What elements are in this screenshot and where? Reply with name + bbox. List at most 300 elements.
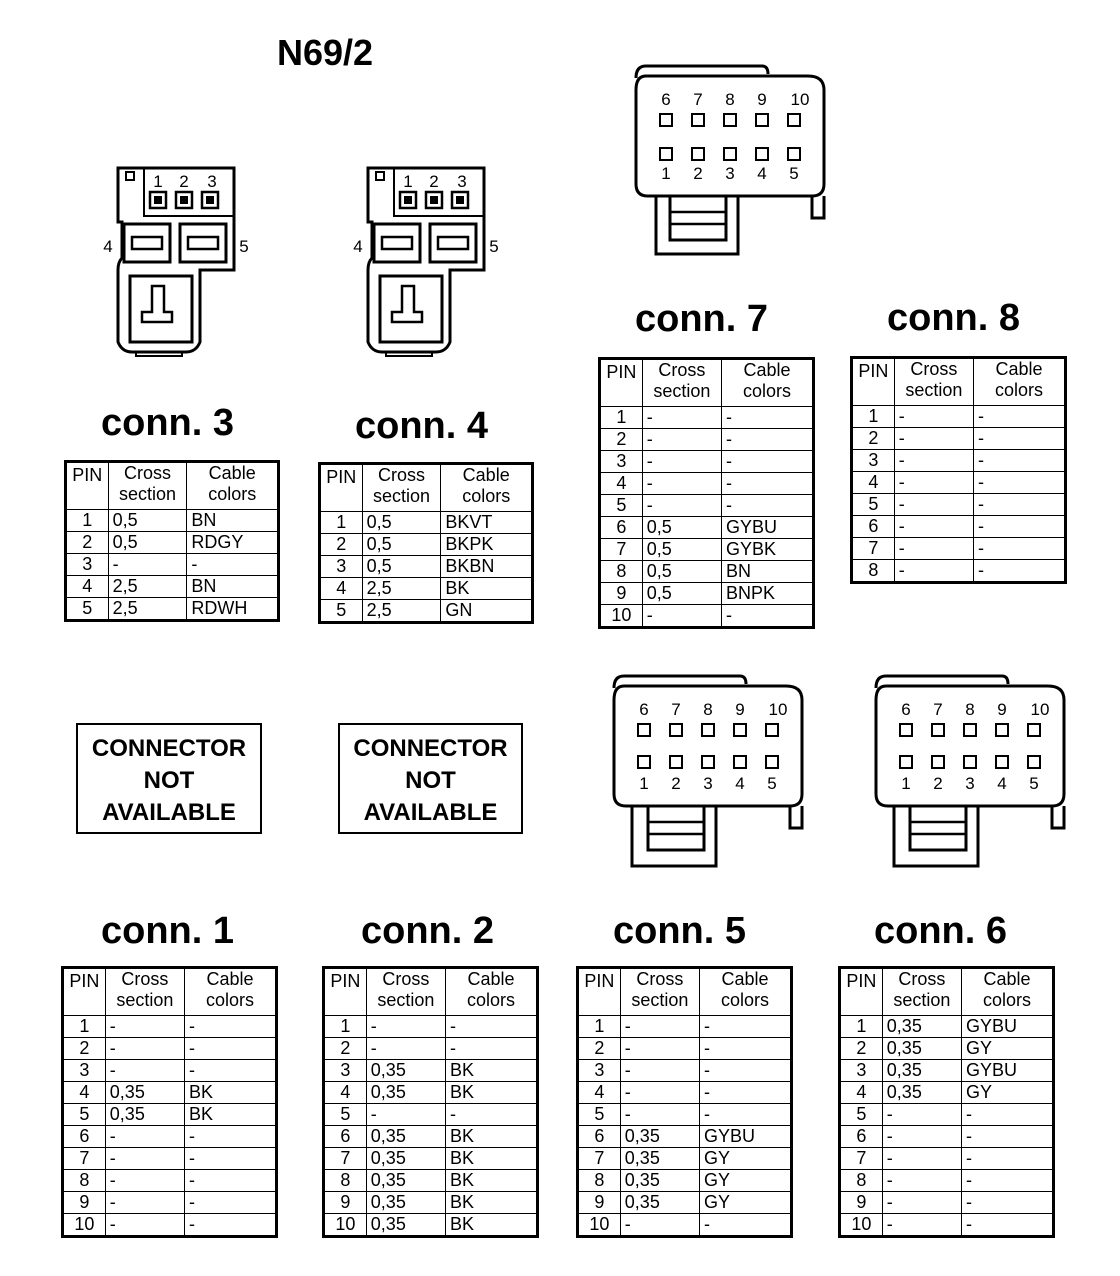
cross-section-value: 0,5: [108, 532, 187, 554]
header-line: Cross: [898, 969, 946, 989]
header-cross-section: [894, 358, 973, 406]
pin-number: 6: [600, 517, 643, 539]
cable-color-value: -: [973, 560, 1065, 583]
cable-color-value: -: [721, 429, 813, 451]
pin-number: 5: [324, 1104, 367, 1126]
pin-number: 1: [66, 510, 109, 532]
pin-label: 8: [725, 90, 735, 109]
header-line: section: [653, 381, 711, 401]
pin-label: 3: [207, 172, 217, 191]
cable-color-value: -: [184, 1016, 276, 1038]
cable-color-value: -: [184, 1170, 276, 1192]
pin-number: 4: [578, 1082, 621, 1104]
table-header-row: [600, 359, 814, 407]
pin-label: 2: [179, 172, 189, 191]
cable-color-value: -: [973, 538, 1065, 560]
header-line: colors: [982, 990, 1031, 1010]
cross-section-value: 0,5: [642, 539, 721, 561]
conn-5-pin-table: [576, 966, 793, 1238]
cable-color-value: GYBU: [721, 517, 813, 539]
pin-label: 2: [933, 774, 943, 793]
cross-section-value: -: [882, 1104, 961, 1126]
header-line: section: [377, 990, 435, 1010]
pin-label: 3: [703, 774, 713, 793]
table-header-row: [578, 968, 792, 1016]
header-cable-colors: [441, 464, 533, 512]
cable-color-value: -: [184, 1060, 276, 1082]
pin-label: 7: [693, 90, 703, 109]
cross-section-value: -: [642, 473, 721, 495]
cross-section-value: 2,5: [108, 576, 187, 598]
table-row: [66, 554, 279, 576]
header-line: colors: [205, 990, 254, 1010]
pin-number: 1: [324, 1016, 367, 1038]
connector-7-drawing: [630, 62, 830, 262]
header-line: section: [631, 990, 689, 1010]
pin-label: 1: [661, 164, 671, 183]
pin-label: 5: [767, 774, 777, 793]
cross-section-value: -: [882, 1126, 961, 1148]
cross-section-value: 0,35: [366, 1170, 445, 1192]
cable-color-value: -: [187, 554, 279, 576]
cable-color-value: RDGY: [187, 532, 279, 554]
pin-number: 4: [63, 1082, 106, 1104]
table-row: [63, 1214, 277, 1237]
pin-number: 3: [578, 1060, 621, 1082]
header-line: colors: [466, 990, 515, 1010]
connector-4-drawing: [346, 162, 506, 358]
header-cross-section: [366, 968, 445, 1016]
cross-section-value: 0,35: [366, 1192, 445, 1214]
pin-label: 1: [901, 774, 911, 793]
cable-color-value: -: [721, 473, 813, 495]
conn-title: conn. 5: [613, 910, 747, 952]
pin-number: 3: [63, 1060, 106, 1082]
table-row: [600, 517, 814, 539]
header-line: Cross: [121, 969, 169, 989]
pin-number: 3: [840, 1060, 883, 1082]
cable-color-value: -: [699, 1016, 791, 1038]
cross-section-value: -: [642, 429, 721, 451]
pin-label: 6: [639, 700, 649, 719]
header-pin: PIN: [600, 359, 643, 407]
pin-number: 10: [63, 1214, 106, 1237]
connector-5-drawing: [608, 672, 808, 872]
cross-section-value: -: [642, 605, 721, 628]
pin-label: 4: [353, 237, 363, 256]
cable-color-value: -: [445, 1016, 537, 1038]
cross-section-value: -: [642, 451, 721, 473]
table-row: [578, 1192, 792, 1214]
pin-number: 9: [600, 583, 643, 605]
pin-number: 1: [578, 1016, 621, 1038]
cross-section-value: 0,35: [105, 1104, 184, 1126]
cross-section-value: -: [882, 1192, 961, 1214]
cross-section-value: -: [642, 407, 721, 429]
cable-color-value: -: [699, 1060, 791, 1082]
header-pin: PIN: [324, 968, 367, 1016]
cross-section-value: 0,35: [882, 1082, 961, 1104]
cross-section-value: -: [620, 1104, 699, 1126]
table-row: [578, 1170, 792, 1192]
pin-label: 7: [671, 700, 681, 719]
pin-label: 9: [735, 700, 745, 719]
pin-number: 2: [320, 534, 363, 556]
na-line: NOT: [405, 767, 456, 794]
table-row: [324, 1060, 538, 1082]
conn-1-pin-table: [61, 966, 278, 1238]
cable-color-value: BKVT: [441, 512, 533, 534]
pin-label: 3: [725, 164, 735, 183]
cable-color-value: -: [721, 495, 813, 517]
table-row: [852, 538, 1066, 560]
header-line: Cable: [743, 360, 791, 380]
page-title: N69/2: [277, 32, 374, 73]
pin-label: 4: [103, 237, 113, 256]
pin-number: 8: [840, 1170, 883, 1192]
header-line: Cross: [636, 969, 684, 989]
cable-color-value: BK: [441, 578, 533, 600]
pin-label: 8: [965, 700, 975, 719]
header-line: Cable: [983, 969, 1031, 989]
table-row: [578, 1104, 792, 1126]
cross-section-value: 2,5: [108, 598, 187, 621]
header-line: Cable: [462, 465, 510, 485]
pin-label: 1: [639, 774, 649, 793]
table-row: [324, 1104, 538, 1126]
pin-number: 4: [320, 578, 363, 600]
table-row: [600, 561, 814, 583]
cross-section-value: 0,35: [366, 1082, 445, 1104]
pin-number: 4: [324, 1082, 367, 1104]
cable-color-value: -: [184, 1126, 276, 1148]
cross-section-value: -: [882, 1148, 961, 1170]
header-line: Cross: [377, 465, 425, 485]
cable-color-value: -: [973, 406, 1065, 428]
pin-label: 3: [457, 172, 467, 191]
cable-color-value: -: [973, 450, 1065, 472]
cross-section-value: 0,35: [620, 1126, 699, 1148]
cross-section-value: -: [108, 554, 187, 576]
header-cross-section: [108, 462, 187, 510]
table-row: [578, 1126, 792, 1148]
header-cross-section: [882, 968, 961, 1016]
pin-number: 2: [66, 532, 109, 554]
connector-not-available-1: [76, 723, 262, 834]
table-row: [63, 1126, 277, 1148]
header-pin: PIN: [852, 358, 895, 406]
cross-section-value: 0,5: [108, 510, 187, 532]
pin-label: 10: [1030, 700, 1050, 719]
pin-label: 6: [661, 90, 671, 109]
table-row: [578, 1038, 792, 1060]
cable-color-value: -: [721, 407, 813, 429]
table-row: [324, 1170, 538, 1192]
pin-number: 3: [324, 1060, 367, 1082]
pin-number: 10: [840, 1214, 883, 1237]
table-row: [320, 534, 533, 556]
cross-section-value: -: [366, 1016, 445, 1038]
cross-section-value: -: [894, 560, 973, 583]
cross-section-value: 0,5: [642, 583, 721, 605]
table-row: [840, 1148, 1054, 1170]
table-row: [600, 407, 814, 429]
cable-color-value: -: [973, 516, 1065, 538]
header-line: Cable: [995, 359, 1043, 379]
table-row: [578, 1148, 792, 1170]
table-row: [324, 1126, 538, 1148]
pin-number: 9: [840, 1192, 883, 1214]
cross-section-value: 2,5: [362, 578, 441, 600]
cable-color-value: BKBN: [441, 556, 533, 578]
pin-number: 5: [578, 1104, 621, 1126]
cross-section-value: 0,35: [366, 1214, 445, 1237]
cable-color-value: BKPK: [441, 534, 533, 556]
table-row: [324, 1148, 538, 1170]
table-row: [840, 1082, 1054, 1104]
header-line: section: [118, 484, 177, 504]
table-row: [63, 1104, 277, 1126]
table-header-row: [852, 358, 1066, 406]
cross-section-value: 0,5: [362, 512, 441, 534]
pin-number: 9: [63, 1192, 106, 1214]
cross-section-value: 0,35: [105, 1082, 184, 1104]
header-cable-colors: [184, 968, 276, 1016]
cross-section-value: 0,5: [362, 556, 441, 578]
pin-label: 9: [997, 700, 1007, 719]
cable-color-value: -: [721, 605, 813, 628]
cable-color-value: RDWH: [187, 598, 279, 621]
cable-color-value: GY: [961, 1082, 1053, 1104]
cable-color-value: GYBU: [961, 1016, 1053, 1038]
cross-section-value: -: [620, 1038, 699, 1060]
table-row: [840, 1016, 1054, 1038]
pin-number: 7: [600, 539, 643, 561]
cross-section-value: -: [894, 450, 973, 472]
header-cable-colors: [187, 462, 279, 510]
pin-number: 9: [324, 1192, 367, 1214]
pin-number: 7: [852, 538, 895, 560]
cable-color-value: BN: [187, 576, 279, 598]
table-row: [852, 560, 1066, 583]
pin-number: 7: [324, 1148, 367, 1170]
cable-color-value: -: [184, 1148, 276, 1170]
pin-number: 5: [320, 600, 363, 623]
table-row: [600, 451, 814, 473]
table-row: [324, 1038, 538, 1060]
cross-section-value: 0,35: [882, 1060, 961, 1082]
cross-section-value: -: [620, 1214, 699, 1237]
na-line: NOT: [143, 767, 195, 794]
table-row: [852, 428, 1066, 450]
header-cable-colors: [721, 359, 813, 407]
cross-section-value: -: [105, 1060, 184, 1082]
pin-number: 1: [320, 512, 363, 534]
cross-section-value: 0,35: [620, 1170, 699, 1192]
pin-number: 4: [600, 473, 643, 495]
pin-number: 3: [320, 556, 363, 578]
header-pin: PIN: [66, 462, 109, 510]
header-cable-colors: [699, 968, 791, 1016]
pin-number: 5: [840, 1104, 883, 1126]
cross-section-value: -: [366, 1038, 445, 1060]
pin-label: 5: [239, 237, 249, 256]
table-row: [840, 1126, 1054, 1148]
table-row: [324, 1016, 538, 1038]
cable-color-value: BK: [445, 1126, 537, 1148]
table-row: [63, 1038, 277, 1060]
cross-section-value: -: [894, 516, 973, 538]
pin-number: 1: [840, 1016, 883, 1038]
header-cable-colors: [973, 358, 1065, 406]
pin-number: 6: [63, 1126, 106, 1148]
table-row: [324, 1082, 538, 1104]
cable-color-value: -: [721, 451, 813, 473]
cross-section-value: 0,5: [642, 561, 721, 583]
table-row: [63, 1192, 277, 1214]
cable-color-value: GN: [441, 600, 533, 623]
table-row: [578, 1082, 792, 1104]
table-row: [320, 578, 533, 600]
pin-number: 4: [840, 1082, 883, 1104]
cross-section-value: -: [894, 538, 973, 560]
table-row: [852, 406, 1066, 428]
header-cable-colors: [961, 968, 1053, 1016]
pin-number: 3: [852, 450, 895, 472]
cable-color-value: -: [445, 1038, 537, 1060]
table-row: [578, 1016, 792, 1038]
table-row: [66, 532, 279, 554]
table-row: [840, 1170, 1054, 1192]
pin-label: 7: [933, 700, 943, 719]
table-row: [600, 605, 814, 628]
header-line: section: [893, 990, 951, 1010]
pin-number: 3: [600, 451, 643, 473]
pin-number: 8: [63, 1170, 106, 1192]
header-line: Cross: [910, 359, 958, 379]
header-line: colors: [462, 486, 511, 506]
table-row: [852, 494, 1066, 516]
header-pin: PIN: [840, 968, 883, 1016]
cable-color-value: BK: [445, 1148, 537, 1170]
table-row: [578, 1060, 792, 1082]
pin-number: 4: [66, 576, 109, 598]
pin-number: 5: [852, 494, 895, 516]
cable-color-value: -: [699, 1038, 791, 1060]
cable-color-value: -: [973, 472, 1065, 494]
cross-section-value: -: [882, 1170, 961, 1192]
cable-color-value: GY: [699, 1148, 791, 1170]
table-row: [600, 539, 814, 561]
cable-color-value: GYBU: [961, 1060, 1053, 1082]
table-row: [852, 472, 1066, 494]
cable-color-value: BNPK: [721, 583, 813, 605]
pin-number: 6: [324, 1126, 367, 1148]
cable-color-value: GY: [699, 1170, 791, 1192]
header-line: colors: [208, 484, 257, 504]
conn-6-pin-table: [838, 966, 1055, 1238]
table-row: [600, 583, 814, 605]
table-row: [600, 473, 814, 495]
header-line: Cable: [206, 969, 254, 989]
conn-3-pin-table: [64, 460, 280, 622]
cable-color-value: BK: [445, 1060, 537, 1082]
table-row: [600, 429, 814, 451]
cross-section-value: -: [894, 428, 973, 450]
pin-number: 7: [578, 1148, 621, 1170]
pin-number: 5: [66, 598, 109, 621]
cable-color-value: -: [184, 1038, 276, 1060]
pin-label: 2: [429, 172, 439, 191]
pin-number: 6: [852, 516, 895, 538]
pin-label: 5: [489, 237, 499, 256]
na-line: CONNECTOR: [353, 735, 508, 762]
pin-label: 6: [901, 700, 911, 719]
pin-number: 2: [600, 429, 643, 451]
cross-section-value: 0,5: [642, 517, 721, 539]
table-row: [852, 450, 1066, 472]
pin-label: 10: [790, 90, 810, 109]
connector-3-drawing: [96, 162, 256, 358]
cable-color-value: GYBK: [721, 539, 813, 561]
header-line: colors: [742, 381, 791, 401]
pin-label: 2: [693, 164, 703, 183]
cross-section-value: 0,35: [366, 1126, 445, 1148]
cable-color-value: -: [184, 1214, 276, 1237]
cross-section-value: -: [105, 1126, 184, 1148]
pin-number: 5: [63, 1104, 106, 1126]
conn-title: conn. 7: [635, 298, 769, 340]
header-line: section: [372, 486, 431, 506]
pin-number: 1: [63, 1016, 106, 1038]
cross-section-value: 0,35: [620, 1148, 699, 1170]
pin-number: 6: [840, 1126, 883, 1148]
pin-number: 1: [600, 407, 643, 429]
table-row: [324, 1192, 538, 1214]
pin-number: 8: [600, 561, 643, 583]
header-line: Cross: [382, 969, 430, 989]
pin-label: 9: [757, 90, 767, 109]
cable-color-value: -: [699, 1082, 791, 1104]
connector-not-available-2: [338, 723, 523, 834]
pin-label: 4: [735, 774, 745, 793]
table-row: [66, 510, 279, 532]
table-row: [578, 1214, 792, 1237]
cable-color-value: -: [961, 1170, 1053, 1192]
pin-number: 9: [578, 1192, 621, 1214]
cable-color-value: -: [699, 1214, 791, 1237]
pin-label: 5: [1029, 774, 1039, 793]
cable-color-value: BK: [445, 1192, 537, 1214]
table-row: [320, 512, 533, 534]
pin-number: 2: [578, 1038, 621, 1060]
table-header-row: [324, 968, 538, 1016]
conn-title: conn. 6: [874, 910, 1008, 952]
header-pin: PIN: [578, 968, 621, 1016]
cross-section-value: -: [620, 1082, 699, 1104]
cross-section-value: -: [894, 494, 973, 516]
table-header-row: [66, 462, 279, 510]
cross-section-value: 2,5: [362, 600, 441, 623]
conn-8-pin-table: [850, 356, 1067, 584]
pin-number: 7: [840, 1148, 883, 1170]
pin-number: 2: [63, 1038, 106, 1060]
header-line: section: [905, 380, 963, 400]
pin-number: 7: [63, 1148, 106, 1170]
cross-section-value: -: [620, 1016, 699, 1038]
table-row: [63, 1016, 277, 1038]
pin-label: 2: [671, 774, 681, 793]
